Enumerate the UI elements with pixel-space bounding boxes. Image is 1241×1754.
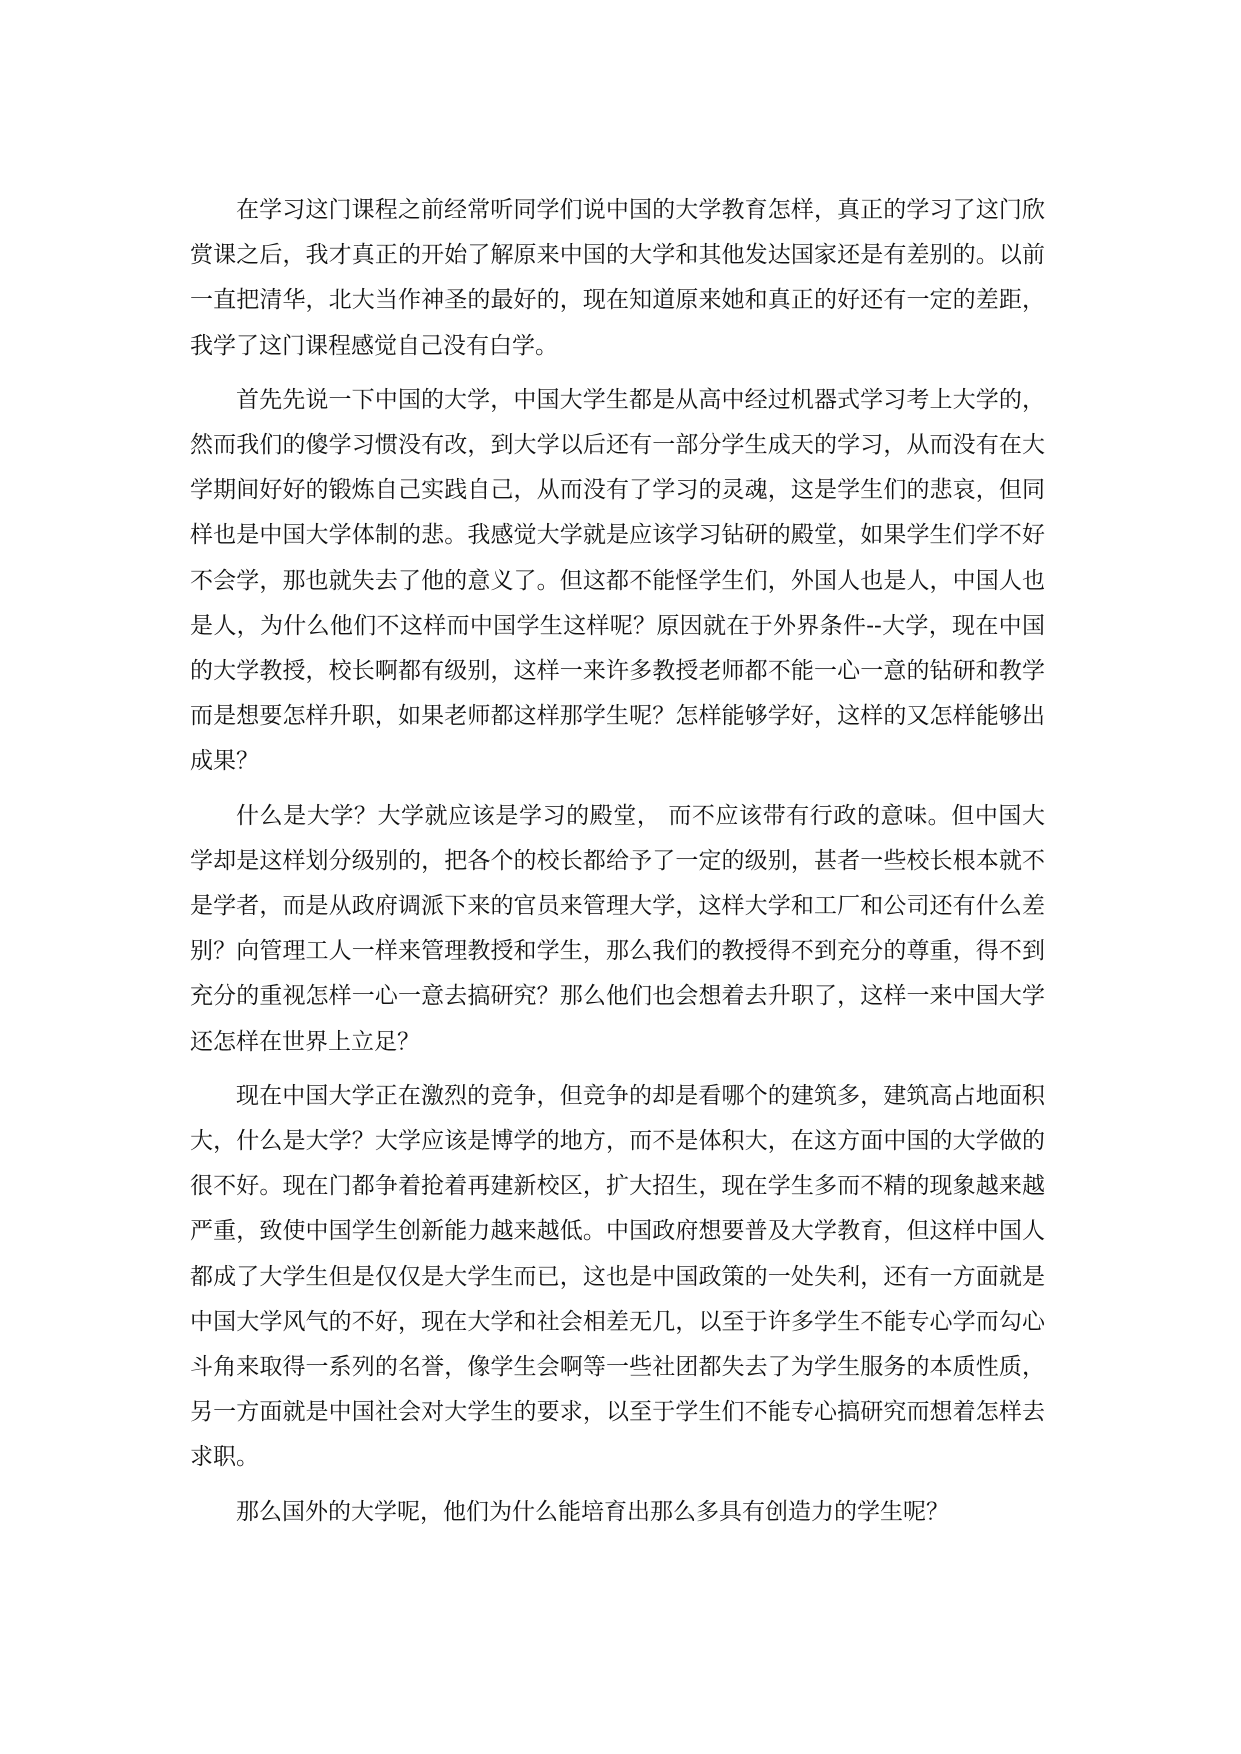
paragraph-1: 在学习这门课程之前经常听同学们说中国的大学教育怎样，真正的学习了这门欣赏课之后，我才真正的开始了解原来中国的大学和其他发达国家还是有差别的。以前一直把清华，北大当作神圣的最好的，现在知道原来她和真正的好还有一定的差距，我学了这门课程感觉自己没有白学。 [190, 197, 1045, 359]
paragraph-3: 什么是大学？大学就应该是学习的殿堂， 而不应该带有行政的意味。但中国大学却是这样划分级别的，把各个的校长都给予了一定的级别，甚者一些校长根本就不是学者，而是从政府调派下来的官员来管理大学，这样大学和工厂和公司还有什么差别？向管理工人一样来管理教授和学生，那么我们的教授得不到充分的尊重，得不到充分的重视怎样一心一意去搞研究？那么他们也会想着去升职了，这样一来中国大学还怎样在世界上立足？ [190, 802, 1045, 1055]
document-body [190, 188, 1045, 1544]
paragraph-2: 首先先说一下中国的大学，中国大学生都是从高中经过机器式学习考上大学的，然而我们的傻学习惯没有改，到大学以后还有一部分学生成天的学习，从而没有在大学期间好好的锻炼自己实践自己，从而没有了学习的灵魂，这是学生们的悲哀，但同样也是中国大学体制的悲。我感觉大学就是应该学习钻研的殿堂，如果学生们学不好不会学，那也就失去了他的意义了。但这都不能怪学生们，外国人也是人，中国人也是人，为什么他们不这样而中国学生这样呢？原因就在于外界条件--大学，现在中国的大学教授，校长啊都有级别，这样一来许多教授老师都不能一心一意的钻研和教学而是想要怎样升职，如果老师都这样那学生呢？怎样能够学好，这样的又怎样能够出成果？ [190, 386, 1045, 775]
paragraph-5: 那么国外的大学呢，他们为什么能培育出那么多具有创造力的学生呢？ [236, 1498, 949, 1525]
paragraph-4: 现在中国大学正在激烈的竞争，但竞争的却是看哪个的建筑多，建筑高占地面积大，什么是大学？大学应该是博学的地方，而不是体积大，在这方面中国的大学做的很不好。现在门都争着抢着再建新校区，扩大招生，现在学生多而不精的现象越来越严重，致使中国学生创新能力越来越低。中国政府想要普及大学教育，但这样中国人都成了大学生但是仅仅是大学生而已，这也是中国政策的一处失利，还有一方面就是中国大学风气的不好，现在大学和社会相差无几，以至于许多学生不能专心学而勾心斗角来取得一系列的名誉，像学生会啊等一些社团都失去了为学生服务的本质性质，另一方面就是中国社会对大学生的要求，以至于学生们不能专心搞研究而想着怎样去求职。 [190, 1082, 1045, 1471]
